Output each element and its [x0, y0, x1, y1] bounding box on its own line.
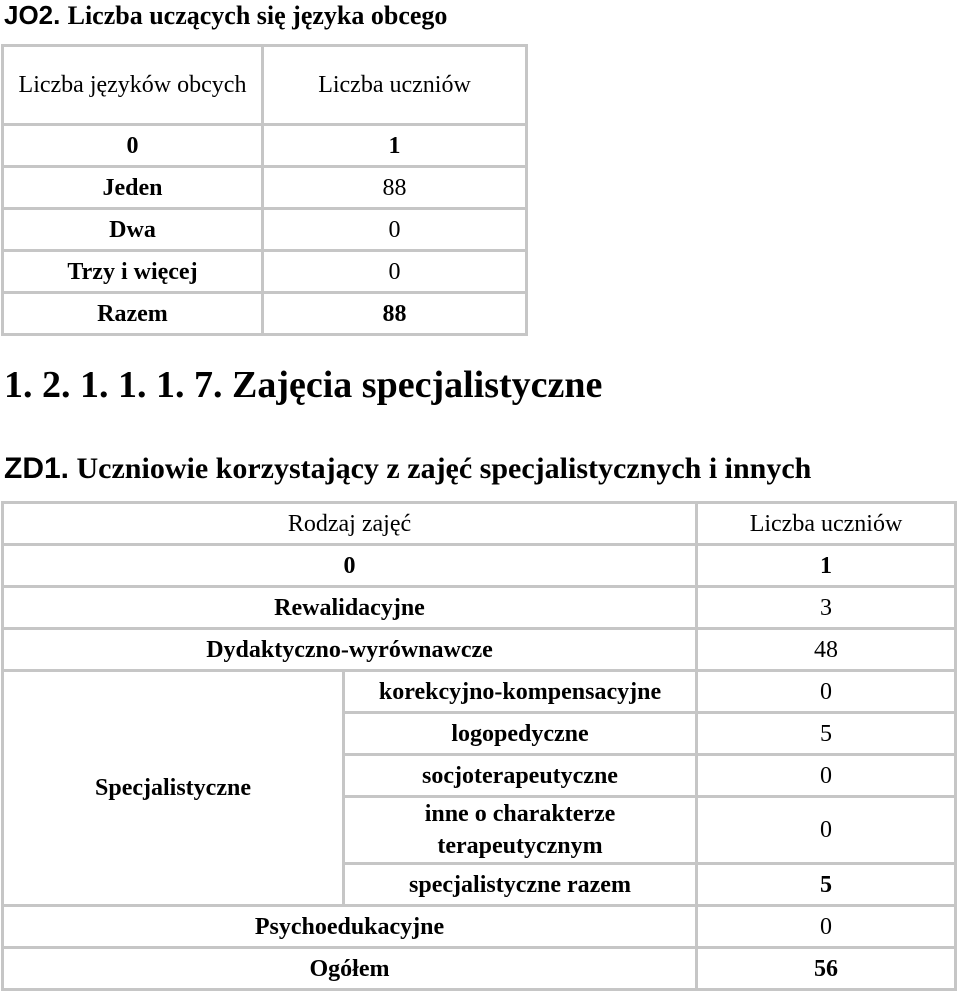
column-number: 0 — [3, 125, 263, 167]
row-value: 0 — [697, 755, 956, 797]
table-row — [3, 906, 956, 948]
total-row — [3, 293, 527, 335]
table-header-row — [3, 46, 527, 125]
row-value: 5 — [697, 713, 956, 755]
row-value: 0 — [697, 671, 956, 713]
section-heading: 1. 2. 1. 1. 1. 7. Zajęcia specjalistyczne — [4, 364, 603, 406]
row-value: 0 — [697, 906, 956, 948]
column-number: 1 — [263, 125, 527, 167]
row-label: Trzy i więcej — [3, 251, 263, 293]
row-value: 88 — [263, 293, 527, 335]
row-value: 0 — [697, 797, 956, 864]
row-label: Dydaktyczno-wyrównawcze — [3, 629, 697, 671]
table-row — [3, 629, 956, 671]
row-value: 48 — [697, 629, 956, 671]
row-label: korekcyjno-kompensacyjne — [344, 671, 697, 713]
row-value: 88 — [263, 167, 527, 209]
row-label: Razem — [3, 293, 263, 335]
column-number: 0 — [3, 545, 697, 587]
specialist-classes-table — [1, 501, 957, 991]
table-header-row — [3, 503, 956, 545]
column-number: 1 — [697, 545, 956, 587]
row-label: Ogółem — [3, 948, 697, 990]
row-label: inne o charakterze terapeutycznym — [344, 797, 697, 864]
zd1-title: Uczniowie korzystający z zajęć specjalistycznych i innych — [76, 452, 812, 485]
jo2-code: JO2. — [4, 0, 61, 30]
column-header-students: Liczba uczniów — [263, 46, 527, 125]
numbering-row — [3, 125, 527, 167]
row-label: Rewalidacyjne — [3, 587, 697, 629]
row-value: 0 — [263, 251, 527, 293]
table-row — [3, 251, 527, 293]
row-value: 5 — [697, 864, 956, 906]
table-row — [3, 167, 527, 209]
table-row — [3, 671, 956, 713]
row-value: 3 — [697, 587, 956, 629]
column-header-class-type: Rodzaj zajęć — [3, 503, 697, 545]
table-row — [3, 587, 956, 629]
row-label: Dwa — [3, 209, 263, 251]
row-label: logopedyczne — [344, 713, 697, 755]
total-row — [3, 948, 956, 990]
jo2-title: Liczba uczących się języka obcego — [67, 1, 448, 30]
column-header-languages: Liczba języków obcych — [3, 46, 263, 125]
zd1-heading — [4, 451, 811, 487]
jo2-heading — [4, 0, 447, 33]
table-row — [3, 209, 527, 251]
row-label: Jeden — [3, 167, 263, 209]
row-value: 56 — [697, 948, 956, 990]
group-label-specialist: Specjalistyczne — [3, 671, 344, 906]
row-label: specjalistyczne razem — [344, 864, 697, 906]
row-label: socjoterapeutyczne — [344, 755, 697, 797]
numbering-row — [3, 545, 956, 587]
row-value: 0 — [263, 209, 527, 251]
foreign-languages-table — [1, 44, 528, 336]
column-header-students: Liczba uczniów — [697, 503, 956, 545]
row-label: Psychoedukacyjne — [3, 906, 697, 948]
zd1-code: ZD1. — [4, 452, 70, 485]
